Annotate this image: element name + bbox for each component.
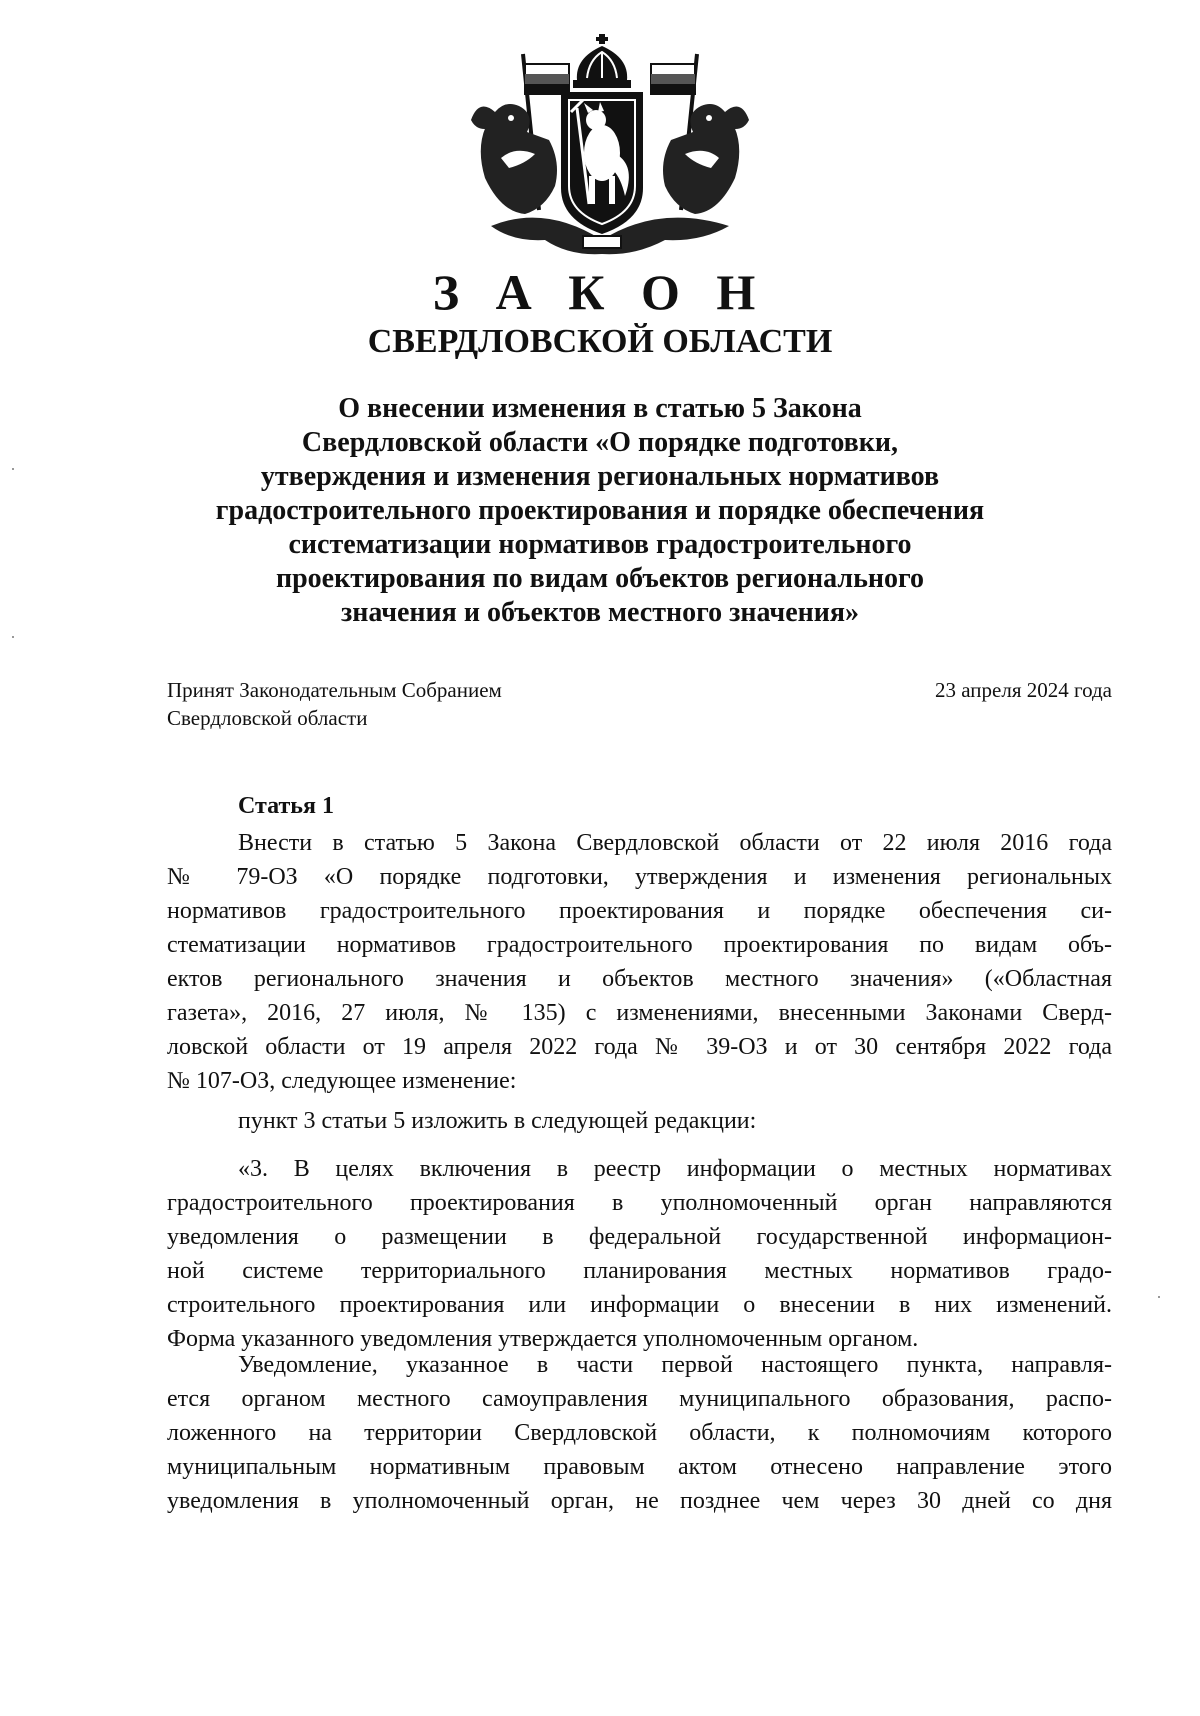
text-line: уведомления о размещении в федеральной государственной информацион- — [167, 1224, 1112, 1250]
text-line: № 79-ОЗ «О порядке подготовки, утверждения и изменения региональных — [167, 864, 1112, 890]
text-line: Форма указанного уведомления утверждается уполномоченным органом. — [167, 1326, 919, 1352]
text-line: стематизации нормативов градостроительного проектирования по видам объ- — [167, 932, 1112, 958]
law-subject-title — [150, 392, 1050, 630]
adopted-by — [167, 676, 502, 732]
article-heading: Статья 1 — [238, 793, 334, 819]
text-line: ной системе территориального планирования местных нормативов градо- — [167, 1258, 1112, 1284]
subject-line: систематизации нормативов градостроительного — [288, 529, 912, 560]
adopted-by-line: Принят Законодательным Собранием — [167, 678, 502, 702]
article-paragraph — [167, 1348, 1112, 1518]
article-paragraph — [167, 1104, 1112, 1138]
document-type-title: З А К О Н — [432, 264, 768, 320]
scan-speck — [12, 468, 14, 470]
subject-line: проектирования по видам объектов регионального — [275, 563, 925, 594]
subject-line: Свердловской области «О порядке подготовки, — [301, 427, 899, 458]
coat-of-arms-icon — [465, 28, 755, 260]
article-paragraph — [167, 1152, 1112, 1356]
text-line: пункт 3 статьи 5 изложить в следующей редакции: — [238, 1108, 757, 1134]
scan-speck — [12, 636, 14, 638]
adopted-by-line: Свердловской области — [167, 706, 368, 730]
text-line: градостроительного проектирования в уполномоченный орган направляются — [167, 1190, 1112, 1216]
text-line: ловской области от 19 апреля 2022 года № 39-ОЗ и от 30 сентября 2022 года — [167, 1034, 1112, 1060]
text-line: «3. В целях включения в реестр информации о местных нормативах — [238, 1156, 1112, 1182]
text-line: муниципальным нормативным правовым актом отнесено направление этого — [167, 1454, 1112, 1480]
scan-speck — [1158, 1296, 1160, 1298]
text-line: Внести в статью 5 Закона Свердловской области от 22 июля 2016 года — [238, 830, 1112, 856]
text-line: ется органом местного самоуправления муниципального образования, распо- — [167, 1386, 1112, 1412]
text-line: нормативов градостроительного проектирования и порядке обеспечения си- — [167, 898, 1112, 924]
region-title: СВЕРДЛОВСКОЙ ОБЛАСТИ — [367, 323, 833, 360]
text-line: ложенного на территории Свердловской области, к полномочиям которого — [167, 1420, 1112, 1446]
text-line: уведомления в уполномоченный орган, не позднее чем через 30 дней со дня — [167, 1488, 1112, 1514]
text-line: строительного проектирования или информации о внесении в них изменений. — [167, 1292, 1112, 1318]
subject-line: утверждения и изменения региональных нормативов — [260, 461, 940, 492]
text-line: ектов регионального значения и объектов местного значения» («Областная — [167, 966, 1112, 992]
text-line: № 107-ОЗ, следующее изменение: — [167, 1068, 517, 1094]
article-paragraph — [167, 826, 1112, 1098]
subject-line: градостроительного проектирования и порядке обеспечения — [215, 495, 985, 526]
text-line: Уведомление, указанное в части первой настоящего пункта, направля- — [238, 1352, 1112, 1378]
text-line: газета», 2016, 27 июля, № 135) с изменениями, внесенными Законами Сверд- — [167, 1000, 1112, 1026]
adoption-date: 23 апреля 2024 года — [935, 678, 1112, 702]
subject-line: О внесении изменения в статью 5 Закона — [338, 393, 862, 424]
subject-line: значения и объектов местного значения» — [340, 597, 860, 628]
